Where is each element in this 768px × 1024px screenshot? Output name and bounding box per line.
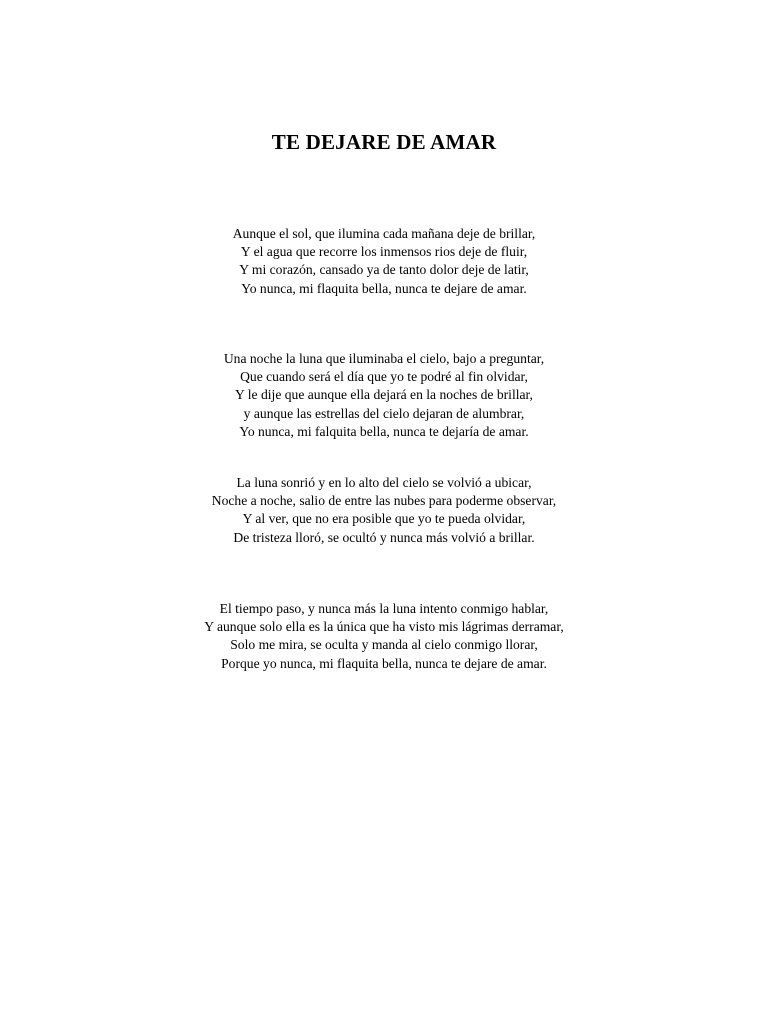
poem-line: Y aunque solo ella es la única que ha visto mis lágrimas derramar, (204, 619, 564, 635)
poem-line: Que cuando será el día que yo te podré al fin olvidar, (240, 369, 528, 385)
poem-line: Aunque el sol, que ilumina cada mañana deje de brillar, (232, 226, 536, 241)
poem-line: Y le dije que aunque ella dejará en la noches de brillar, (235, 387, 533, 403)
poem-line: Yo nunca, mi flaquita bella, nunca te dejare de amar. (241, 280, 527, 296)
poem-line: Porque yo nunca, mi flaquita bella, nunca te dejare de amar. (221, 655, 547, 671)
poem-line: y aunque las estrellas del cielo dejaran de alumbrar, (243, 405, 525, 421)
poem-line: Una noche la luna que iluminaba el cielo, bajo a preguntar, (223, 351, 545, 366)
poem-line: El tiempo paso, y nunca más la luna intento conmigo hablar, (219, 601, 549, 616)
poem-line: La luna sonrió y en lo alto del cielo se volvió a ubicar, (236, 475, 532, 490)
poem-line: Y el agua que recorre los inmensos rios deje de fluir, (240, 244, 528, 260)
poem-line: Y mi corazón, cansado ya de tanto dolor deje de latir, (239, 262, 529, 278)
stanza-2 (0, 350, 768, 441)
stanza-1 (0, 225, 768, 298)
poem-line: De tristeza lloró, se ocultó y nunca más volvió a brillar. (233, 529, 535, 545)
stanza-3 (0, 474, 768, 547)
poem-line: Noche a noche, salio de entre las nubes para poderme observar, (211, 493, 557, 509)
stanza-4 (0, 600, 768, 673)
poem-line: Solo me mira, se oculta y manda al cielo conmigo llorar, (230, 637, 538, 653)
poem-title: TE DEJARE DE AMAR (271, 130, 497, 154)
poem-line: Y al ver, que no era posible que yo te pueda olvidar, (242, 511, 526, 527)
poem-line: Yo nunca, mi falquita bella, nunca te dejaría de amar. (239, 423, 529, 439)
